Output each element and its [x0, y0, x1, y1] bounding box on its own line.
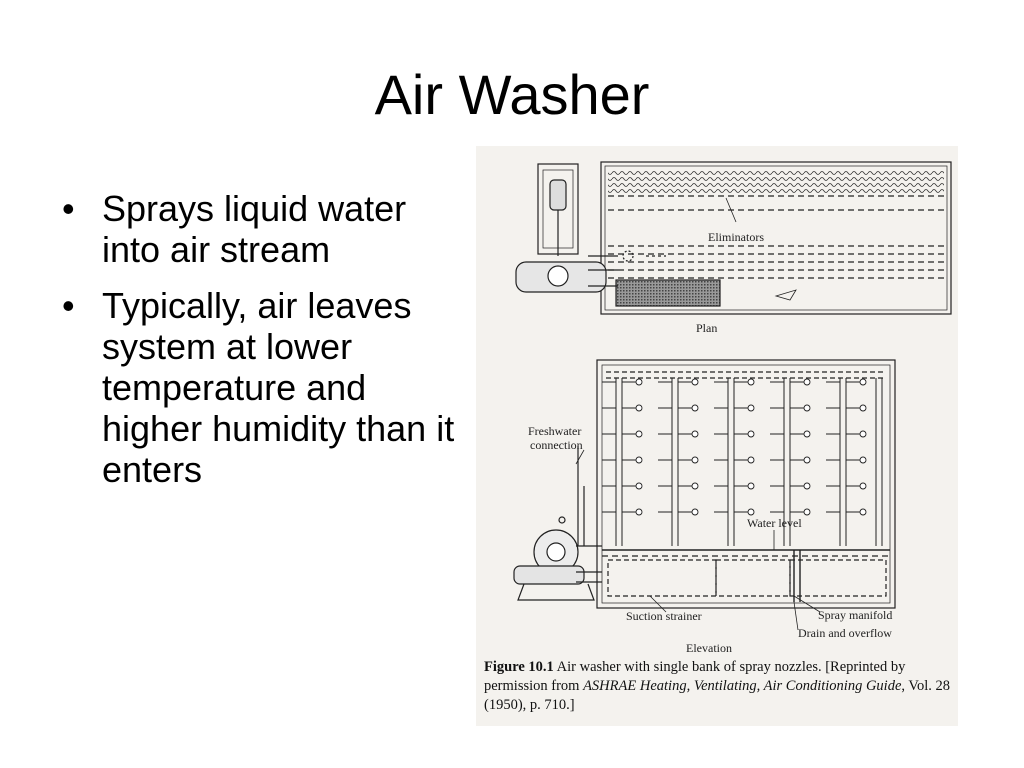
bullet-item [58, 285, 458, 490]
freshwater-label: Freshwater [528, 424, 582, 438]
nozzle-heads [636, 379, 866, 515]
plan-label: Plan [696, 321, 718, 335]
bullet-icon: • [62, 188, 75, 229]
caption-figure-label: Figure 10.1 [484, 659, 554, 675]
connection-label: connection [530, 438, 583, 452]
drain-overflow-label: Drain and overflow [798, 626, 892, 640]
bullet-text: Sprays liquid water into air stream [102, 188, 407, 270]
caption-source-title: ASHRAE Heating, Ventilating, Air Conditioning Guide [583, 678, 902, 694]
elevation-label: Elevation [686, 641, 732, 655]
slide-title: Air Washer [374, 63, 650, 126]
bullet-list [58, 188, 458, 505]
water-level-label: Water level [747, 516, 802, 530]
spray-nozzles [602, 382, 860, 512]
spray-manifold-label: Spray manifold [818, 608, 893, 622]
eliminators-label: Eliminators [708, 230, 764, 244]
air-washer-diagram [476, 146, 958, 726]
eliminator-band [608, 170, 944, 194]
figure-caption [484, 658, 954, 715]
air-washer-figure [476, 146, 958, 726]
bullet-item [58, 188, 458, 270]
caption-text-2: , Vol. 28 (1950), p. 710.] [484, 678, 951, 713]
bullet-text: Typically, air leaves system at lower temperature and higher humidity than it enters [102, 285, 455, 490]
plan-strainer [616, 280, 720, 306]
caption-text-1: Air washer with single bank of spray nozzles. [Reprinted by permission from [484, 659, 906, 694]
suction-strainer-label: Suction strainer [626, 609, 702, 623]
elevation-view [514, 360, 895, 630]
bullet-icon: • [62, 285, 75, 326]
